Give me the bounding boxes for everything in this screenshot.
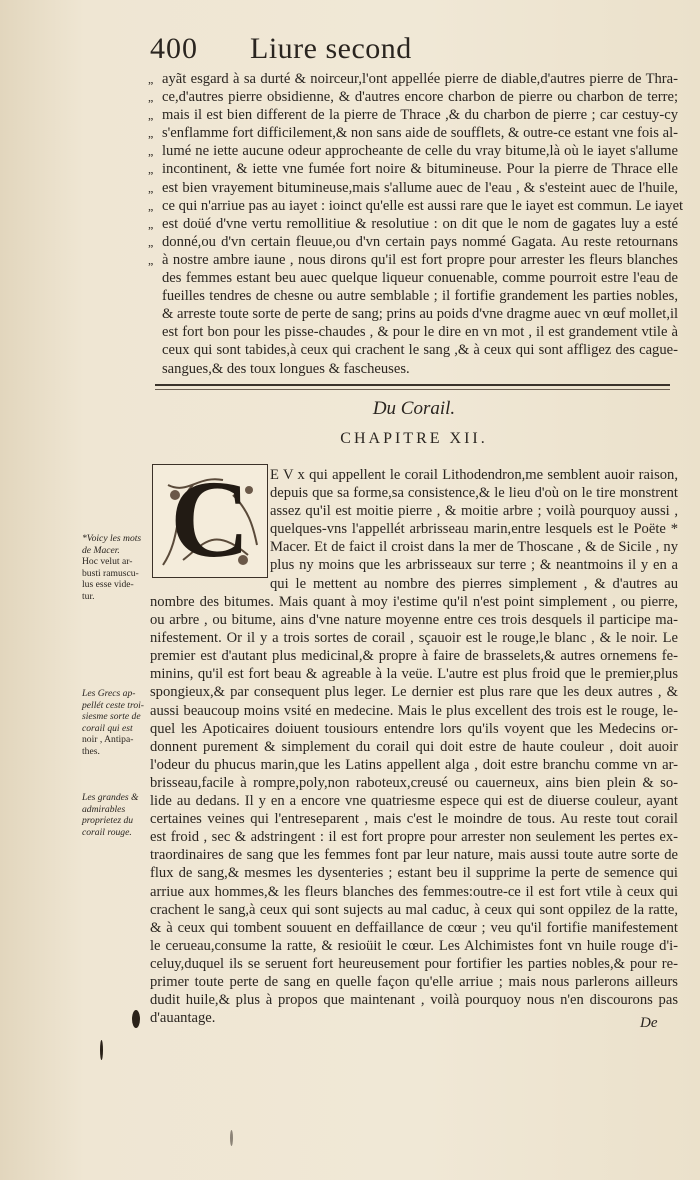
text-line <box>150 233 678 251</box>
line-text: arriue aux hommes,& les fleurs blanches des femmes:outre-ce il est fort vtile à ceux qui <box>150 883 678 900</box>
line-text: plus ny moins que les arbrisseaux sur terre ; & neantmoins il y en a <box>270 557 678 574</box>
quotation-mark: „ <box>148 126 154 141</box>
text-line <box>150 991 678 1009</box>
text-line <box>150 883 678 901</box>
line-text: & arreste toute sorte de perte de sang; prins au poids d'vne dragme auec vn œuf mollet,il <box>162 306 679 323</box>
text-line <box>150 1009 678 1027</box>
line-text: quelques-vns l'appellét arbrisseau marin,entre lesquels est le Poëte * <box>270 521 678 538</box>
margin-note-line: pellét ceste troi- <box>82 699 144 711</box>
line-text: flux de sang,& mesmes les dysenteries ; estant beu il supprime la perte de semence qui <box>150 865 678 882</box>
quotation-mark: „ <box>148 180 154 195</box>
dropcap-letter: C <box>170 458 250 580</box>
text-line <box>270 484 678 502</box>
line-text: lumé ne iette aucune odeur approcheante de celle du vray bitume,là où le iayet s'allume <box>162 143 678 160</box>
line-text: est froid , sec & adstringent : il est fort propre pour arrester non seulement les pertes ex- <box>150 829 678 846</box>
text-line <box>150 593 678 611</box>
quotation-mark: „ <box>148 162 154 177</box>
line-text: premier est d'autant plus medicinal,& propre à faire de brasselets,& autres ornemens fe- <box>150 648 678 665</box>
text-line <box>150 683 678 701</box>
margin-note-macer <box>82 533 148 602</box>
text-line <box>148 197 684 215</box>
quotation-mark: „ <box>148 108 154 123</box>
margin-note-line: *Voicy les mots <box>82 533 142 544</box>
text-line <box>150 919 678 937</box>
margin-note-line: Hoc velut ar- <box>82 556 133 567</box>
chapter-opening-lines <box>270 466 678 593</box>
section-title: Du Corail. <box>372 398 456 419</box>
text-line <box>270 502 678 520</box>
text-line <box>150 702 678 720</box>
line-text: & à ceux qui tombent souuent en deffaillance de cœur ; veu qu'il fortifie manifestement <box>150 919 678 936</box>
section-rule <box>155 384 670 386</box>
line-text: minins, qu'il est fort beau & agreable à la veüe. L'autre est plus froid que le premier,plus <box>150 666 678 683</box>
quotation-mark: „ <box>148 72 154 86</box>
line-text: certaines veines qui l'entreseparent , mais c'est le moindre de tous. Au reste tout corail <box>150 811 678 828</box>
line-text: d'auantage. <box>150 1010 216 1027</box>
margin-note-line: corail rouge. <box>82 826 132 838</box>
margin-note-line: siesme sorte de <box>82 711 141 722</box>
text-line <box>150 124 678 142</box>
line-text: s'enflamme fort difficilement,& non sans aide de soufflets, & outre-ce estant vne fois al- <box>162 125 678 142</box>
catchword: De <box>640 1015 658 1031</box>
text-line <box>150 792 678 810</box>
text-line <box>150 720 678 738</box>
text-line <box>150 88 678 106</box>
text-line <box>150 287 678 305</box>
text-line <box>150 360 678 378</box>
quotation-mark: „ <box>148 216 154 231</box>
text-line <box>150 846 678 864</box>
line-text: dudit huile,& plus à propos que maintenant , voilà pourquoy nous n'en discourons pas <box>150 992 678 1009</box>
text-line <box>150 70 678 88</box>
margin-note-proprietez <box>82 792 148 838</box>
margin-note-line: tur. <box>82 590 95 602</box>
line-text: ce qui n'arriue pas au iayet : ioinct qu'elle est aussi rare que le iayet est commun. Le iayet <box>162 197 684 214</box>
line-text: le cerueau,consume la ratte, & resioüit le cœur. Les Alchimistes font vn huile rouge d'i- <box>150 937 678 954</box>
section-rule-thin <box>155 389 670 390</box>
text-line <box>150 106 678 124</box>
line-text: incontinent, & iette vne fumée fort noire & bitumineuse. Pour la pierre de Thrace elle <box>162 161 678 178</box>
line-text: nifestement. Or il y a trois sortes de corail , sçauoir est le rouge,le blanc , & le noir. Le <box>150 630 678 647</box>
line-text: celuy,duquel ils se seruent fort heureusement pour fortifier les parties nobles,& pour re- <box>150 955 678 972</box>
decorated-initial <box>152 458 268 580</box>
line-text: est bien vrayement bitumineuse,mais s'allume auec de l'eau , & s'esteint auec de l'huile, <box>162 179 678 196</box>
text-line <box>270 538 678 556</box>
line-text: qui le mettent au nombre des pierres simplement , & d'autres au <box>270 575 678 592</box>
text-line <box>150 215 678 233</box>
line-text: donnent purement & simplement du corail qui doit estre de haute couleur , doit auoir <box>150 738 678 755</box>
line-text: est doüé d'vne vertu remollitiue & resolutiue : on dit que le nom de gagates luy a esté <box>162 215 678 232</box>
text-line <box>150 323 678 341</box>
line-text: ceux qui sont tabides,à ceux qui crachent le sang ,& à ceux qui sont affligez des cague- <box>162 342 678 359</box>
quotation-mark: „ <box>148 252 154 267</box>
line-text: nombre des bitumes. Mais quant à moy i'estime qu'il n'est point simplement , ou pierre, <box>150 594 678 610</box>
text-line <box>150 341 678 359</box>
text-line <box>150 179 678 197</box>
text-line <box>270 575 678 593</box>
text-line <box>150 160 678 178</box>
margin-note-line: thes. <box>82 745 100 757</box>
quotation-mark: „ <box>148 198 154 213</box>
text-line <box>150 973 678 991</box>
line-text: lide au dedans. Il y en a encore vne quatriesme espece qui est de diuerse couleur, ayant <box>150 793 678 810</box>
text-line <box>150 665 678 683</box>
line-text: E V x qui appellent le corail Lithodendron,me semblent auoir raison, <box>270 467 678 483</box>
text-line <box>150 828 678 846</box>
margin-note-line: admirables <box>82 803 126 815</box>
text-line <box>150 864 678 882</box>
text-line <box>150 738 678 756</box>
text-line <box>150 629 678 647</box>
text-line <box>150 611 678 629</box>
margin-note-line: proprietez du <box>82 815 134 826</box>
ink-mark <box>230 1130 233 1146</box>
top-paragraph <box>148 70 684 378</box>
text-line <box>150 955 678 973</box>
text-line <box>270 466 678 484</box>
margin-note-line: Les Grecs ap- <box>82 688 136 699</box>
line-text: ce,d'autres pierre obsidienne, & d'autres encore charbon de pierre ou charbon de terre; <box>162 89 678 106</box>
text-line <box>150 305 678 323</box>
line-text: à nostre ambre iaune , nous dirons qu'il est fort propre pour arrester les fleurs blanches <box>162 251 678 268</box>
text-line <box>150 251 678 269</box>
quotation-mark: „ <box>148 234 154 249</box>
ink-blot <box>132 1010 140 1028</box>
quotation-mark: „ <box>148 144 154 159</box>
line-text: sangues,& des toux longues & fascheuses. <box>162 360 410 377</box>
line-text: quel les Apoticaires doiuent tousiours entendre lors qu'ils voyent que les Medecins or- <box>150 720 678 737</box>
text-line <box>270 520 678 538</box>
text-line <box>150 269 678 287</box>
line-text: brisseau,facile à rompre,poly,non raboteux,creusé ou cauerneux, ains bien plein & so- <box>150 774 678 791</box>
chapter-body <box>150 593 678 1027</box>
line-text: fueilles tendres de chesne ou autre semblable ; il fortifie grandement les parties nobles, <box>162 288 678 305</box>
margin-note-line: Les grandes & <box>82 792 139 803</box>
line-text: crachent le sang,à ceux qui sont sujects au mal caduc, à ceux qui sont oppilez de la ratte, <box>150 901 678 918</box>
ink-mark <box>100 1040 103 1060</box>
text-line <box>150 756 678 774</box>
line-text: Macer. Et de faict il croist dans la mer de Thoscane , & de Sicile , ny <box>270 539 678 556</box>
margin-note-line: de Macer. <box>82 544 120 556</box>
line-text: depuis que sa forme,sa consistence,& le lieu d'où on le tire monstrent <box>270 485 678 502</box>
line-text: assez qu'il est moitie pierre , & moitie arbre ; voilà pourquoy aussi , <box>270 503 678 520</box>
line-text: donné,ou d'vn certain fleuue,ou d'vn certain pays nommé Gagata. Au reste retournans <box>162 233 678 250</box>
line-text: traordinaires de sang que les femmes font par leur nature, mais aussi toute autre sorte de <box>150 847 678 864</box>
text-line <box>150 937 678 955</box>
text-line <box>270 556 678 574</box>
margin-note-line: corail qui est <box>82 722 133 734</box>
chapter-title: CHAPITRE XII. <box>340 430 488 447</box>
line-text: est fort bon pour les pisse-chaudes , & pour le dire en vn mot , il est grandement vtile à <box>162 324 678 341</box>
line-text: spongieux,& par consequent plus leger. Le dernier est plus rare que les deux autres , & <box>150 684 678 701</box>
page-header <box>150 32 510 72</box>
margin-note-line: noir , Antipa- <box>82 734 134 745</box>
line-text: ayãt esgard à sa durté & noirceur,l'ont appellée pierre de diable,d'autres pierre de Thra- <box>162 71 678 87</box>
text-line <box>150 774 678 792</box>
page-number: 400 <box>150 32 198 65</box>
quotation-mark: „ <box>148 90 154 105</box>
text-line <box>150 810 678 828</box>
line-text: mais il est bien different de la pierre de Thrace ,& du charbon de pierre ; car cestuy-cy <box>162 107 678 124</box>
line-text: des femmes estant beu auec quelque liqueur conuenable, comme pourroit estre l'eau de <box>162 270 678 287</box>
text-line <box>150 901 678 919</box>
line-text: primer toute perte de sang en quelle façon qu'elle arriue ; mais nous parlerons ailleurs <box>150 973 678 990</box>
margin-note-line: busti ramuscu- <box>82 567 139 579</box>
text-line <box>150 647 678 665</box>
text-line <box>150 142 678 160</box>
line-text: aussi beaucoup moins vsité en medecine. Mais le plus excellent des trois est le rouge, le- <box>150 702 678 719</box>
line-text: ou arbre , ou bitume, ains d'vne nature moyenne entre ces trois desquels il participe ma- <box>150 612 678 629</box>
line-text: l'odeur du phucus marin,que les Latins appellent alga , doit estre branchu comme vn ar- <box>150 756 678 773</box>
margin-note-line: lus esse vide- <box>82 579 134 590</box>
running-head: Liure second <box>250 32 412 65</box>
margin-note-antipathes <box>82 688 148 757</box>
